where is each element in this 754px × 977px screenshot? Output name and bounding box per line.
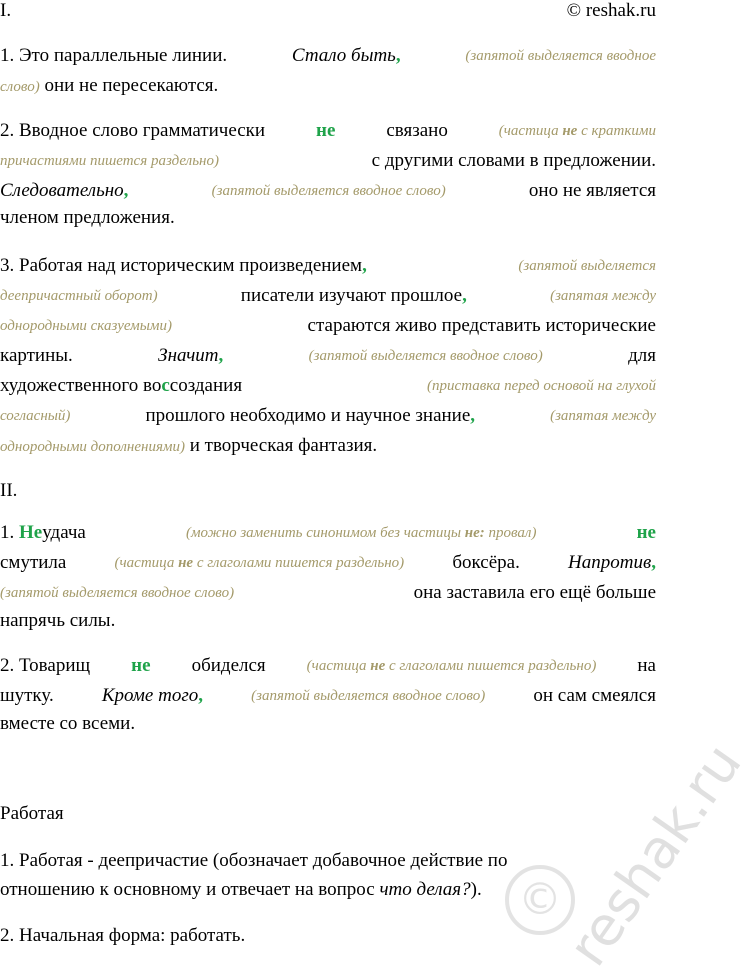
text: 1. [0,522,15,543]
text: на [637,655,656,676]
text: смутила [0,552,67,573]
comment: провал) [488,525,537,541]
comment: (запятой выделяется [518,258,656,274]
paragraph-3-line-6 [0,405,656,427]
comment: (запятой выделяется вводное слово) [308,348,543,364]
text: ). [470,879,482,900]
comma-mark: , [395,45,401,66]
source-label: © reshak.ru [566,0,656,21]
text: связано [386,120,448,141]
comment: (запятой выделяется вводное слово) [0,585,235,601]
comment: (запятая между [550,288,656,304]
comment: (запятой выделяется вводное [465,48,656,64]
analysis-word: Работая [0,803,64,824]
paragraph-4-line-1 [0,522,656,544]
analysis-title [0,803,656,825]
paragraph-1-line-2 [0,75,656,98]
comment: согласный) [0,408,71,424]
text: 3. Работая над историческим произведением [0,255,363,276]
paragraph-4-line-2 [0,552,656,574]
text: 2. Товарищ [0,655,91,676]
paragraph-2-line-4 [0,207,656,229]
text: напрячь силы. [0,610,116,631]
paragraph-3-line-4 [0,345,656,367]
intro-word: Напротив [568,552,652,573]
text: писатели изучают прошлое [240,285,463,306]
comment: с глаголами пишется раздельно) [389,658,597,674]
comment: (частица [306,658,367,674]
paragraph-4-line-4 [0,610,656,632]
watermark-text: reshak.ru [556,732,754,977]
header [0,0,656,22]
paragraph-5-line-1 [0,655,656,677]
comment: (запятой выделяется вводное слово) [211,183,446,199]
comment: слово) [0,79,40,95]
section-number: II. [0,480,18,501]
highlight-ne: не [636,522,656,543]
text: он сам смеялся [533,685,656,706]
comment: причастиями пишется раздельно) [0,153,219,169]
text: оно не является [528,180,656,201]
analysis-line-1 [0,850,656,872]
text: членом предложения. [0,207,175,228]
comment-ne: не [562,123,578,139]
paragraph-2-line-2 [0,150,656,172]
text: они не пересекаются. [44,75,219,96]
text: 2. Вводное слово грамматически [0,120,266,141]
text: прошлого необходимо и научное знание [145,405,471,426]
paragraph-2-line-1 [0,120,656,142]
question: что делая? [379,879,471,900]
text: с другими словами в предложении. [371,150,656,171]
text: вместе со всеми. [0,713,136,734]
highlight-ne: не [316,120,336,141]
text: она заставила его ещё больше [413,582,656,603]
paragraph-3-line-1 [0,255,656,277]
intro-word: Стало быть [291,45,396,66]
comma-mark: , [651,552,656,573]
comment-ne: не [178,555,194,571]
paragraph-4-line-3 [0,582,656,604]
copyright-icon: © [505,865,575,935]
paragraph-5-line-3 [0,713,656,735]
paragraph-2-line-3 [0,180,656,202]
comma-mark: , [462,285,467,306]
text: картины. [0,345,73,366]
text: шутку. [0,685,54,706]
comment: однородными дополнениями) [0,439,185,455]
comment: с глаголами пишется раздельно) [196,555,405,571]
comma-mark: , [198,685,203,706]
paragraph-3-line-5 [0,375,656,397]
paragraph-3-line-7 [0,435,656,458]
highlight-ne: не [131,655,151,676]
intro-word: Значит [158,345,219,366]
text: для [628,345,656,366]
text: художественного во [0,375,162,396]
comment: (приставка перед основой на глухой [427,378,656,394]
text: удача [42,522,86,543]
comment: однородными сказуемыми) [0,318,172,334]
text: 2. Начальная форма: работать. [0,925,246,946]
comment: (частица [498,123,559,139]
comment: деепричастный оборот) [0,288,158,304]
comment-ne: не [370,658,386,674]
text: и творческая фантазия. [189,435,378,456]
intro-word: Следовательно [0,180,124,201]
text: стараются живо представить исторические [307,315,656,336]
comment-ne: не: [464,525,485,541]
comment: с краткими [581,123,656,139]
comma-mark: , [470,405,476,426]
comma-mark: , [123,180,129,201]
text: создания [169,375,243,396]
paragraph-5-line-2 [0,685,656,707]
text: 1. Работая - деепричастие (обозначает добавочное действие по [0,850,508,871]
comma-mark: , [362,255,367,276]
paragraph-3-line-3 [0,315,656,337]
section-number: I. [0,0,12,21]
text: 1. Это параллельные линии. [0,45,228,66]
section-2-number [0,480,656,502]
text: боксёра. [452,552,520,573]
text: обиделся [191,655,266,676]
text: отношению к основному и отвечает на вопрос [0,879,375,900]
comment: (частица [114,555,175,571]
comment: (можно заменить синонимом без частицы [185,525,462,541]
highlight-ne: Не [19,522,43,543]
paragraph-3-line-2 [0,285,656,307]
comma-mark: , [218,345,224,366]
comment: (запятой выделяется вводное слово) [251,688,486,704]
comment: (запятая между [550,408,656,424]
paragraph-1-line-1 [0,45,656,67]
highlight-letter: с [161,375,170,396]
intro-word: Кроме того [101,685,199,706]
